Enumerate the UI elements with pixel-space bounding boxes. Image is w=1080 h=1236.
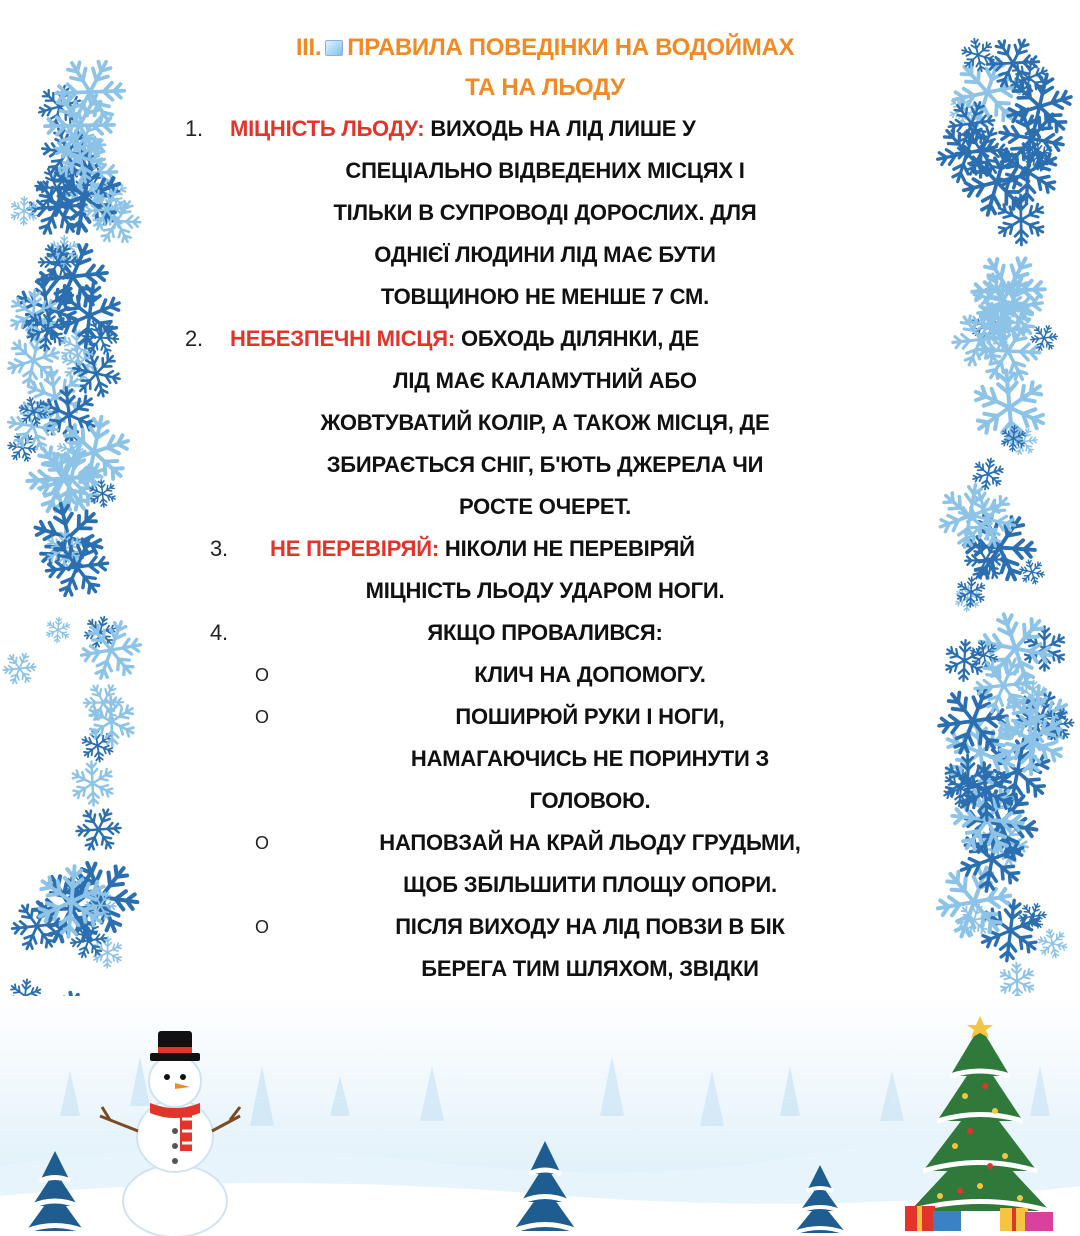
- title-line-1: [185, 28, 905, 68]
- rule-line: ЖОВТУВАТИЙ КОЛІР, А ТАКОЖ МІСЦЯ, ДЕ: [320, 410, 770, 435]
- rule-line: [185, 108, 905, 150]
- bullet-line: ГОЛОВОЮ.: [529, 788, 651, 813]
- right-snowflake-border: [930, 0, 1080, 1080]
- rule-item: [185, 612, 905, 654]
- rule-text: ОБХОДЬ ДІЛЯНКИ, ДЕ: [455, 326, 699, 351]
- ice-cube-icon: [325, 40, 343, 56]
- rule-line: ЯКЩО ПРОВАЛИВСЯ:: [427, 620, 663, 645]
- snowflake-icon: [997, 422, 1031, 456]
- rule-label: НЕ ПЕРЕВІРЯЙ:: [270, 536, 439, 561]
- rule-line: ЛІД МАЄ КАЛАМУТНИЙ АБО: [393, 368, 697, 393]
- rule-line: [185, 528, 905, 570]
- bullet-marker: O: [255, 917, 269, 937]
- rule-line: РОСТЕ ОЧЕРЕТ.: [458, 494, 632, 519]
- rule-text: НІКОЛИ НЕ ПЕРЕВІРЯЙ: [439, 536, 695, 561]
- snowflake-icon: [43, 401, 145, 503]
- bullet-line: ЩОБ ЗБІЛЬШИТИ ПЛОЩУ ОПОРИ.: [403, 872, 777, 897]
- rule-item: [185, 528, 905, 612]
- bullet-line: НАМАГАЮЧИСЬ НЕ ПОРИНУТИ З: [410, 746, 770, 771]
- rules-list: [185, 108, 905, 654]
- snowflake-icon: [930, 472, 1014, 560]
- rule-text: ВИХОДЬ НА ЛІД ЛИШЕ У: [424, 116, 696, 141]
- bullet-marker: O: [255, 665, 269, 685]
- page-title: [185, 28, 905, 108]
- rule-item: [185, 318, 905, 528]
- rule-line: ОДНІЄЇ ЛЮДИНИ ЛІД МАЄ БУТИ: [374, 242, 716, 267]
- rules-document: [185, 28, 905, 1032]
- christmas-tree-icon: [905, 1016, 1055, 1236]
- rule-label: МІЦНІСТЬ ЛЬОДУ:: [230, 116, 425, 141]
- rule-line: [185, 318, 905, 360]
- rule-number: 3.: [210, 536, 228, 561]
- snowy-pine-icon: [790, 1161, 850, 1236]
- bullets-list: [185, 654, 905, 1032]
- title-line-2: ТА НА ЛЬОДУ: [465, 74, 625, 101]
- bullet-marker: O: [255, 833, 269, 853]
- bullet-line: ПІСЛЯ ВИХОДУ НА ЛІД ПОВЗИ В БІК: [395, 914, 785, 939]
- snowflake-icon: [952, 573, 990, 611]
- snowflake-icon: [47, 273, 133, 359]
- snowy-pine-icon: [505, 1136, 585, 1236]
- snowflake-icon: [42, 614, 75, 647]
- bullet-line: БЕРЕГА ТИМ ШЛЯХОМ, ЗВІДКИ: [421, 956, 759, 981]
- bullet-item: [185, 822, 905, 906]
- rule-item: [185, 108, 905, 318]
- rule-line: МІЦНІСТЬ ЛЬОДУ УДАРОМ НОГИ.: [365, 578, 725, 603]
- rule-line: ЗБИРАЄТЬСЯ СНІГ, Б'ЮТЬ ДЖЕРЕЛА ЧИ: [326, 452, 764, 477]
- rule-line: СПЕЦІАЛЬНО ВІДВЕДЕНИХ МІСЦЯХ І: [345, 158, 745, 183]
- title-text: ПРАВИЛА ПОВЕДІНКИ НА ВОДОЙМАХ: [347, 34, 795, 61]
- bullet-line: ПОШИРЮЙ РУКИ І НОГИ,: [455, 704, 725, 729]
- bullet-item: [185, 696, 905, 822]
- rule-line: ТОВЩИНОЮ НЕ МЕНШЕ 7 СМ.: [380, 284, 710, 309]
- left-snowflake-border: [0, 0, 150, 1080]
- bullet-line: КЛИЧ НА ДОПОМОГУ.: [474, 662, 706, 687]
- rule-number: 2.: [185, 326, 203, 351]
- snowflake-icon: [0, 643, 45, 694]
- snowflake-icon: [65, 604, 150, 696]
- rule-line: ТІЛЬКИ В СУПРОВОДІ ДОРОСЛИХ. ДЛЯ: [333, 200, 757, 225]
- rule-number: 4.: [210, 620, 228, 645]
- snowman-icon: [90, 1031, 260, 1236]
- winter-scene: [0, 996, 1080, 1236]
- bullet-marker: O: [255, 707, 269, 727]
- snowflake-icon: [25, 855, 117, 947]
- rule-number: 1.: [185, 116, 203, 141]
- snowy-pine-icon: [20, 1146, 90, 1236]
- rule-label: НЕБЕЗПЕЧНІ МІСЦЯ:: [230, 326, 456, 351]
- bullet-item: [185, 654, 905, 696]
- bullet-line: НАПОВЗАЙ НА КРАЙ ЛЬОДУ ГРУДЬМИ,: [379, 830, 801, 855]
- title-prefix: III.: [295, 34, 322, 61]
